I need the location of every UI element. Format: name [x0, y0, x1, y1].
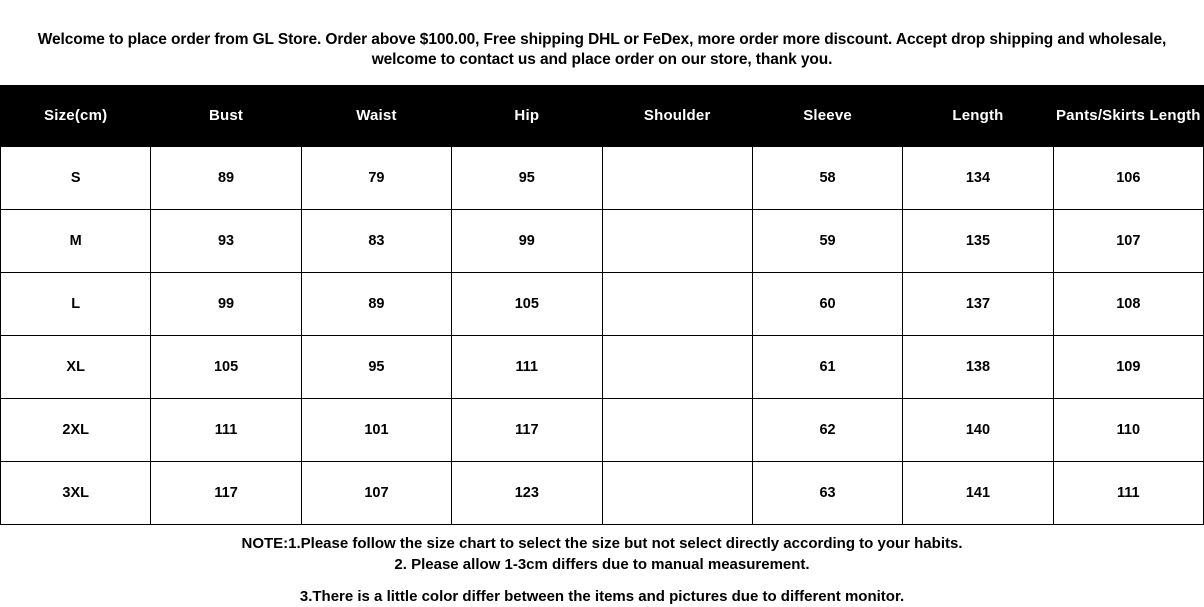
column-header-sleeve: Sleeve: [752, 85, 902, 146]
cell-waist: 101: [301, 398, 451, 461]
cell-shoulder: [602, 335, 752, 398]
cell-shoulder: [602, 209, 752, 272]
cell-bust: 89: [151, 146, 301, 209]
cell-size: S: [1, 146, 151, 209]
column-header-hip: Hip: [452, 85, 602, 146]
cell-bust: 93: [151, 209, 301, 272]
table-row: [1, 398, 1204, 461]
cell-shoulder: [602, 461, 752, 524]
intro-text: Welcome to place order from GL Store. Order above $100.00, Free shipping DHL or FeDex, more order more discount. Accept drop shipping and wholesale, welcome to contact us and place order on our store, thank you.: [37, 31, 1167, 69]
column-header-shoulder: Shoulder: [602, 85, 752, 146]
cell-hip: 117: [452, 398, 602, 461]
cell-bust: 111: [151, 398, 301, 461]
cell-length: 134: [903, 146, 1053, 209]
column-header-size: Size(cm): [1, 85, 151, 146]
table-row: [1, 209, 1204, 272]
cell-waist: 89: [301, 272, 451, 335]
cell-size: XL: [1, 335, 151, 398]
cell-pants-skirts-length: 110: [1053, 398, 1203, 461]
cell-length: 140: [903, 398, 1053, 461]
cell-size: 3XL: [1, 461, 151, 524]
table-row: [1, 272, 1204, 335]
cell-hip: 123: [452, 461, 602, 524]
cell-shoulder: [602, 398, 752, 461]
note-line-1: NOTE:1.Please follow the size chart to select the size but not select directly according to your habits.: [241, 534, 963, 552]
cell-bust: 99: [151, 272, 301, 335]
column-header-waist: Waist: [301, 85, 451, 146]
cell-waist: 83: [301, 209, 451, 272]
table-row: [1, 146, 1204, 209]
cell-sleeve: 63: [752, 461, 902, 524]
table-header-row: [1, 85, 1204, 146]
table-row: [1, 335, 1204, 398]
cell-sleeve: 61: [752, 335, 902, 398]
column-header-bust: Bust: [151, 85, 301, 146]
cell-sleeve: 58: [752, 146, 902, 209]
cell-waist: 95: [301, 335, 451, 398]
cell-length: 137: [903, 272, 1053, 335]
cell-sleeve: 60: [752, 272, 902, 335]
cell-hip: 99: [452, 209, 602, 272]
cell-bust: 117: [151, 461, 301, 524]
cell-pants-skirts-length: 111: [1053, 461, 1203, 524]
cell-pants-skirts-length: 109: [1053, 335, 1203, 398]
cell-sleeve: 59: [752, 209, 902, 272]
cell-pants-skirts-length: 106: [1053, 146, 1203, 209]
cell-waist: 107: [301, 461, 451, 524]
cell-size: 2XL: [1, 398, 151, 461]
table-row: [1, 461, 1204, 524]
column-header-pants-skirts-length: Pants/Skirts Length: [1053, 85, 1203, 146]
table-header: [1, 85, 1204, 146]
cell-pants-skirts-length: 107: [1053, 209, 1203, 272]
cell-hip: 95: [452, 146, 602, 209]
cell-size: M: [1, 209, 151, 272]
cell-waist: 79: [301, 146, 451, 209]
cell-length: 135: [903, 209, 1053, 272]
note-line-3: 3.There is a little color differ between the items and pictures due to different monitor.: [299, 587, 905, 605]
cell-shoulder: [602, 272, 752, 335]
cell-hip: 111: [452, 335, 602, 398]
cell-length: 141: [903, 461, 1053, 524]
table-body: [1, 146, 1204, 524]
cell-pants-skirts-length: 108: [1053, 272, 1203, 335]
size-chart-table: [0, 85, 1204, 525]
cell-bust: 105: [151, 335, 301, 398]
note-line-2: 2. Please allow 1-3cm differs due to manual measurement.: [394, 556, 810, 574]
cell-sleeve: 62: [752, 398, 902, 461]
cell-size: L: [1, 272, 151, 335]
cell-shoulder: [602, 146, 752, 209]
cell-length: 138: [903, 335, 1053, 398]
cell-hip: 105: [452, 272, 602, 335]
column-header-length: Length: [903, 85, 1053, 146]
